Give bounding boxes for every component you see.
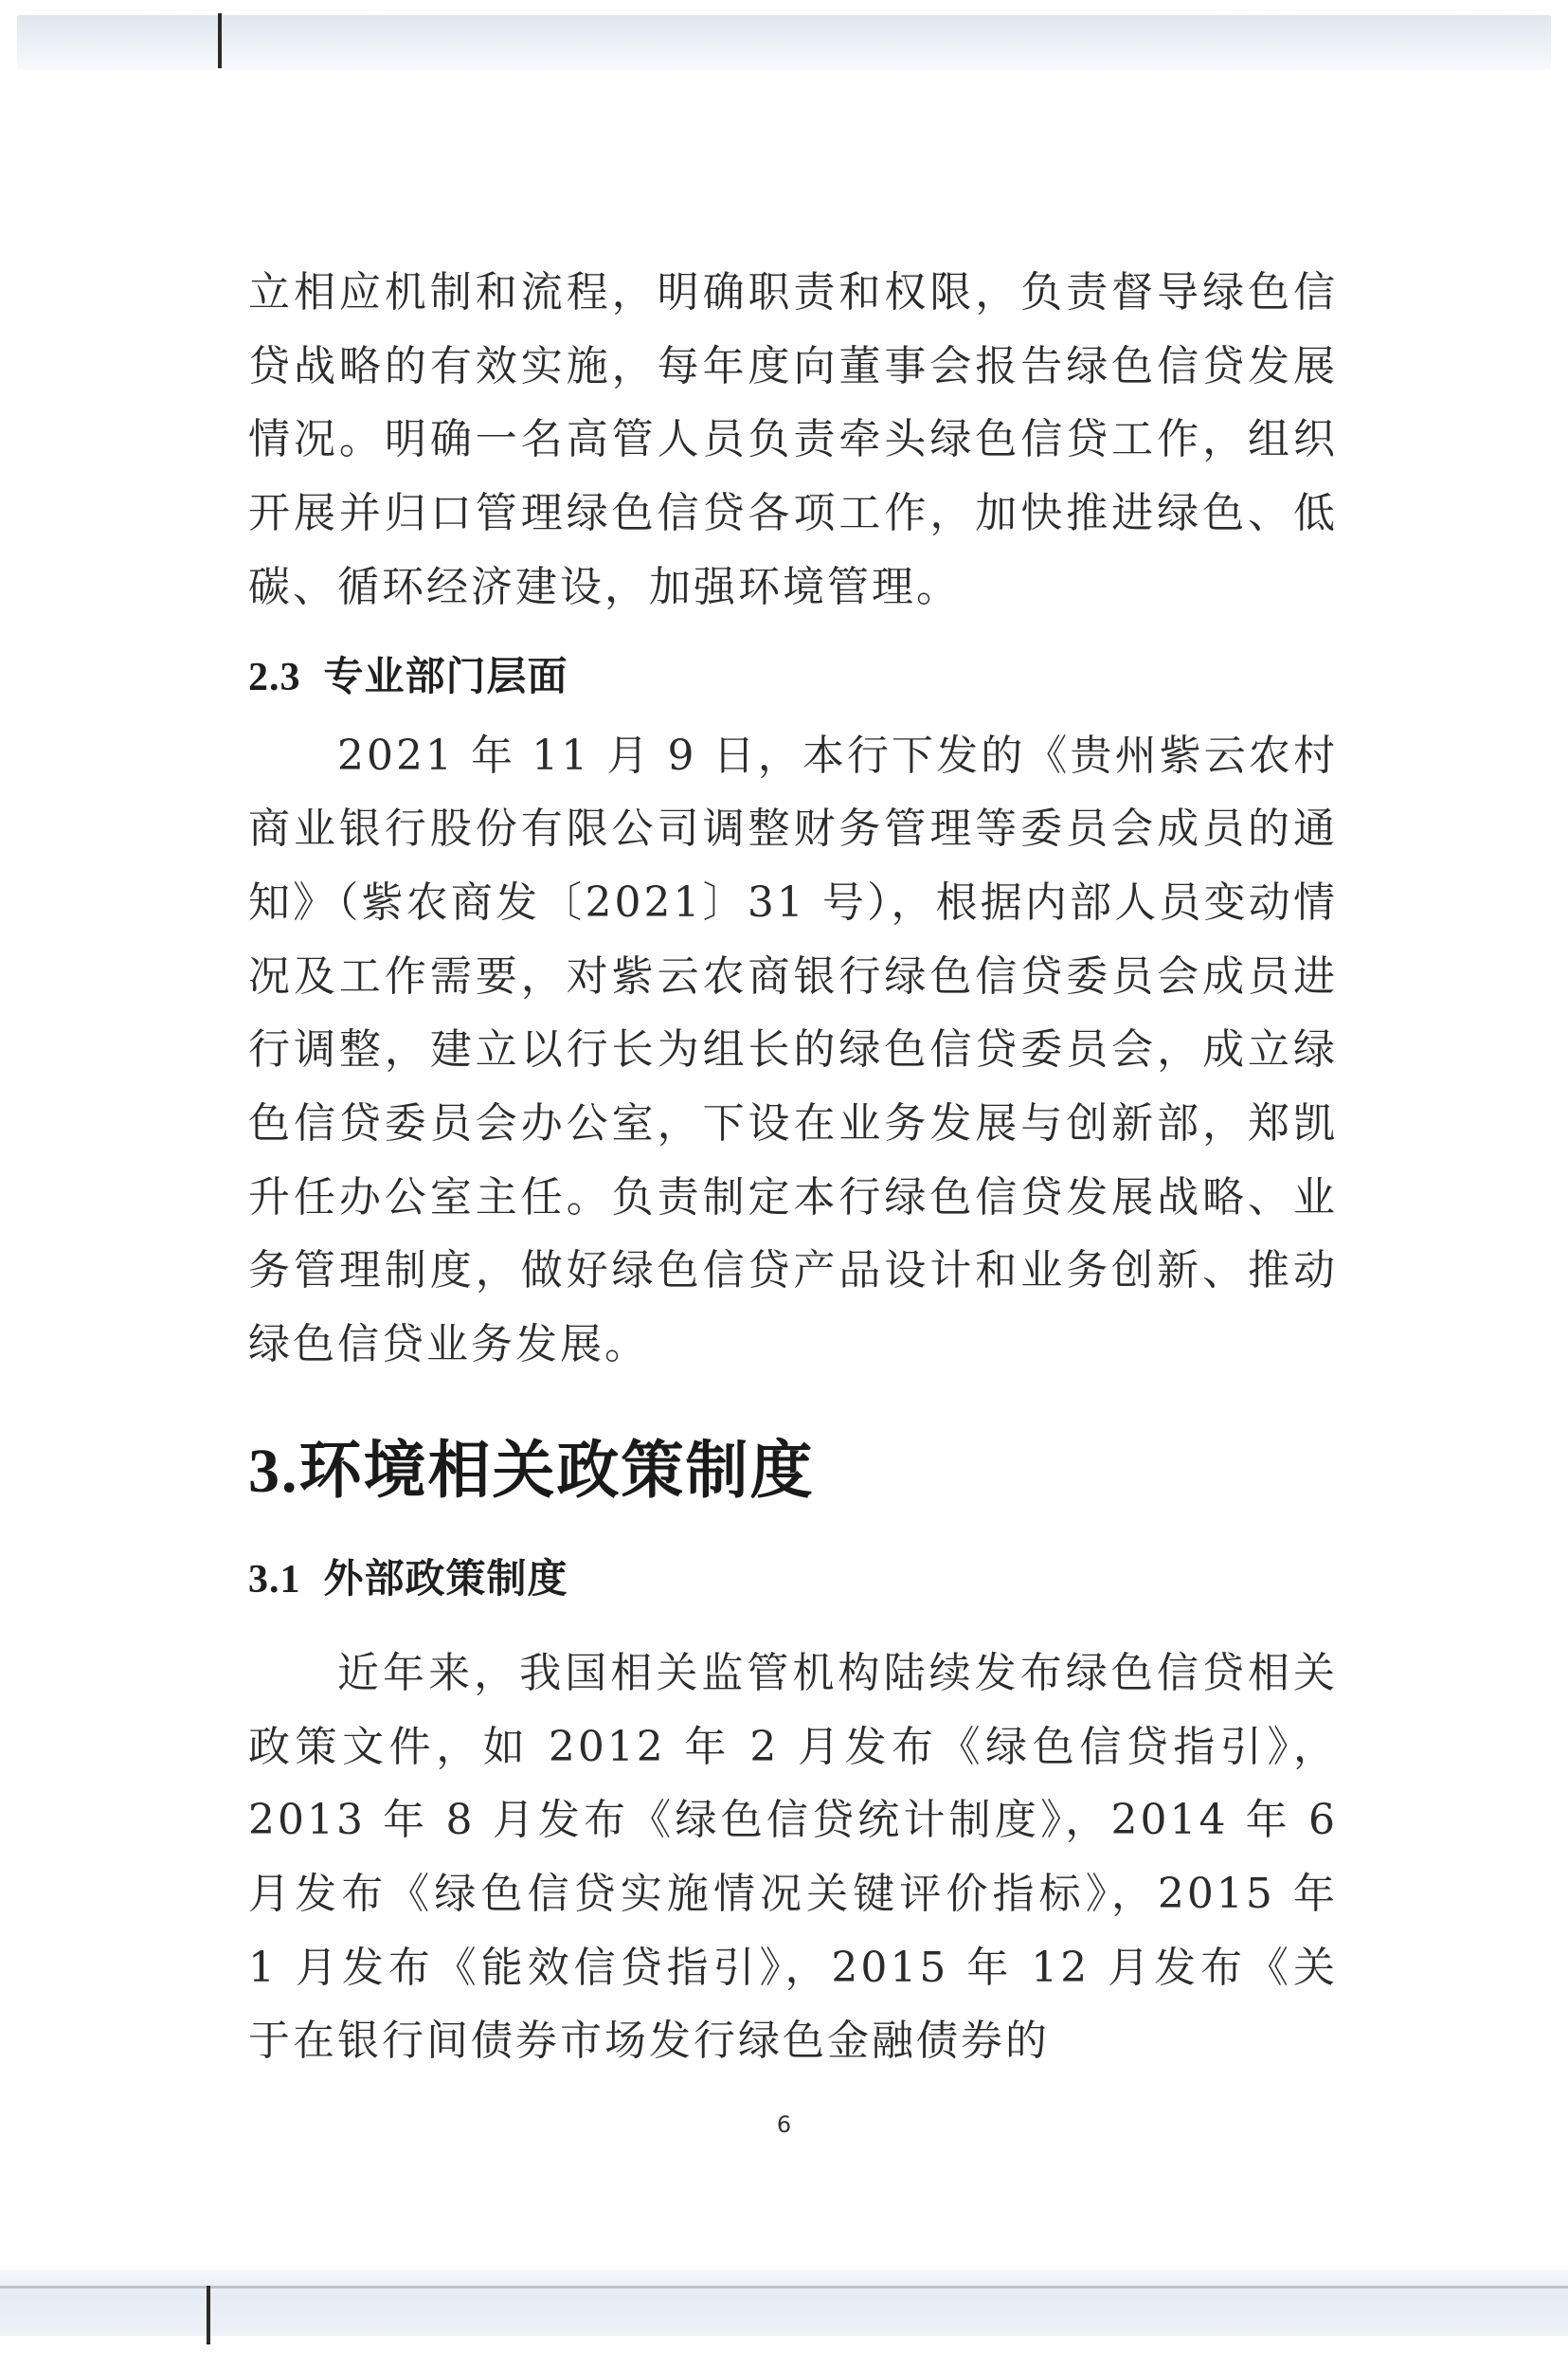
paragraph-continued: 立相应机制和流程，明确职责和权限，负责督导绿色信贷战略的有效实施，每年度向董事会报告绿色信贷发展情况。明确一名高管人员负责牵头绿色信贷工作，组织开展并归口管理绿色信贷各项工作，加快推进绿色、低碳、循环经济建设，加强环境管理。 xyxy=(248,268,1338,611)
scan-binding-mark-top xyxy=(218,13,222,68)
page-number: 6 xyxy=(776,2111,792,2138)
document-page xyxy=(248,256,1338,2078)
section-heading-2-3 xyxy=(248,645,1338,702)
section-heading-3-1 xyxy=(248,1548,1338,1604)
scan-line-bottom xyxy=(0,2286,1568,2289)
section-title: 外部政策制度 xyxy=(323,1557,568,1602)
chapter-heading-3: 3.环境相关政策制度 xyxy=(248,1436,815,1506)
scan-edge-top xyxy=(17,15,1551,70)
section-number: 3.1 xyxy=(248,1557,301,1602)
scan-edge-bottom xyxy=(0,2270,1568,2336)
paragraph-3-1: 近年来，我国相关监管机构陆续发布绿色信贷相关政策文件，如 2012 年 2 月发布《绿色信贷指引》，2013 年 8 月发布《绿色信贷统计制度》，2014 年 6 月发布《绿色信贷实施情况关键评价指标》，2015 年 1 月发布《能效信贷指引》，2015 年 12 月发布《关于在银行间债券市场发行绿色金融债券的 xyxy=(248,1648,1338,2066)
scan-binding-mark-bottom xyxy=(207,2286,210,2344)
paragraph-2-3: 2021 年 11 月 9 日，本行下发的《贵州紫云农村商业银行股份有限公司调整财务管理等委员会成员的通知》（紫农商发〔2021〕31 号），根据内部人员变动情况及工作需要，对紫云农商银行绿色信贷委员会成员进行调整，建立以行长为组长的绿色信贷委员会，成立绿色信贷委员会办公室，下设在业务发展与创新部，郑凯升任办公室主任。负责制定本行绿色信贷发展战略、业务管理制度，做好绿色信贷产品设计和业务创新、推动绿色信贷业务发展。 xyxy=(248,731,1338,1369)
section-number: 2.3 xyxy=(248,655,301,699)
section-title: 专业部门层面 xyxy=(323,655,568,699)
